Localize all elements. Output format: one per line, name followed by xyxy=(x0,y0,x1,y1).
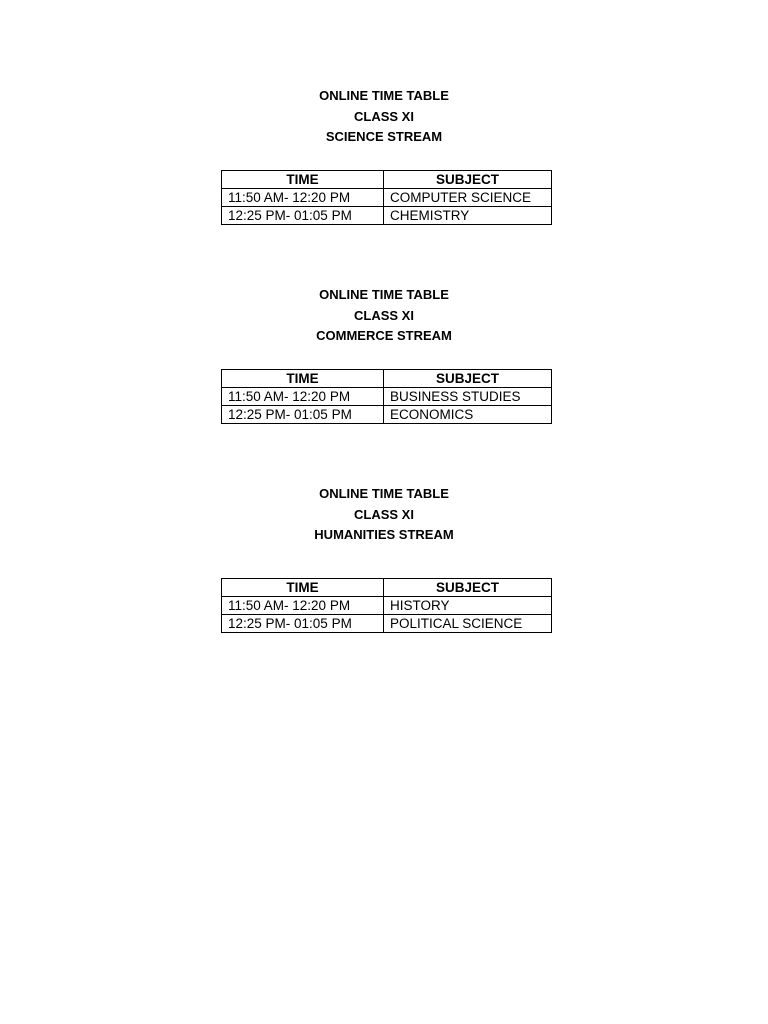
stream-label: SCIENCE STREAM xyxy=(325,129,443,144)
document-title: ONLINE TIME TABLE xyxy=(319,88,449,103)
subject-cell: POLITICAL SCIENCE xyxy=(384,615,552,633)
table-header-row xyxy=(222,370,552,388)
stream-label: HUMANITIES STREAM xyxy=(314,527,454,542)
subject-cell: HISTORY xyxy=(384,597,552,615)
column-header-subject: SUBJECT xyxy=(384,171,552,189)
table-header-row xyxy=(222,579,552,597)
table-header-row xyxy=(222,171,552,189)
table-row xyxy=(222,207,552,225)
table-row xyxy=(222,189,552,207)
table-row xyxy=(222,597,552,615)
table-row xyxy=(222,615,552,633)
time-cell: 11:50 AM- 12:20 PM xyxy=(222,597,384,615)
class-label: CLASS XI xyxy=(354,307,414,323)
column-header-subject: SUBJECT xyxy=(384,579,552,597)
subject-cell: COMPUTER SCIENCE xyxy=(384,189,552,207)
class-label: CLASS XI xyxy=(354,506,414,522)
column-header-time: TIME xyxy=(222,579,384,597)
class-label: CLASS XI xyxy=(354,108,414,124)
table-row xyxy=(222,406,552,424)
time-cell: 12:25 PM- 01:05 PM xyxy=(222,406,384,424)
timetable-commerce xyxy=(221,369,552,424)
time-cell: 12:25 PM- 01:05 PM xyxy=(222,207,384,225)
timetable-science-heading xyxy=(0,86,768,148)
subject-cell: CHEMISTRY xyxy=(384,207,552,225)
document-title: ONLINE TIME TABLE xyxy=(319,486,449,501)
subject-cell: BUSINESS STUDIES xyxy=(384,388,552,406)
time-cell: 11:50 AM- 12:20 PM xyxy=(222,189,384,207)
timetable-science xyxy=(221,170,552,225)
time-cell: 11:50 AM- 12:20 PM xyxy=(222,388,384,406)
column-header-time: TIME xyxy=(222,370,384,388)
time-cell: 12:25 PM- 01:05 PM xyxy=(222,615,384,633)
column-header-subject: SUBJECT xyxy=(384,370,552,388)
table-row xyxy=(222,388,552,406)
timetable-humanities xyxy=(221,578,552,633)
column-header-time: TIME xyxy=(222,171,384,189)
timetable-humanities-heading xyxy=(0,484,768,546)
subject-cell: ECONOMICS xyxy=(384,406,552,424)
document-title: ONLINE TIME TABLE xyxy=(319,287,449,302)
timetable-commerce-heading xyxy=(0,285,768,347)
stream-label: COMMERCE STREAM xyxy=(316,328,452,343)
